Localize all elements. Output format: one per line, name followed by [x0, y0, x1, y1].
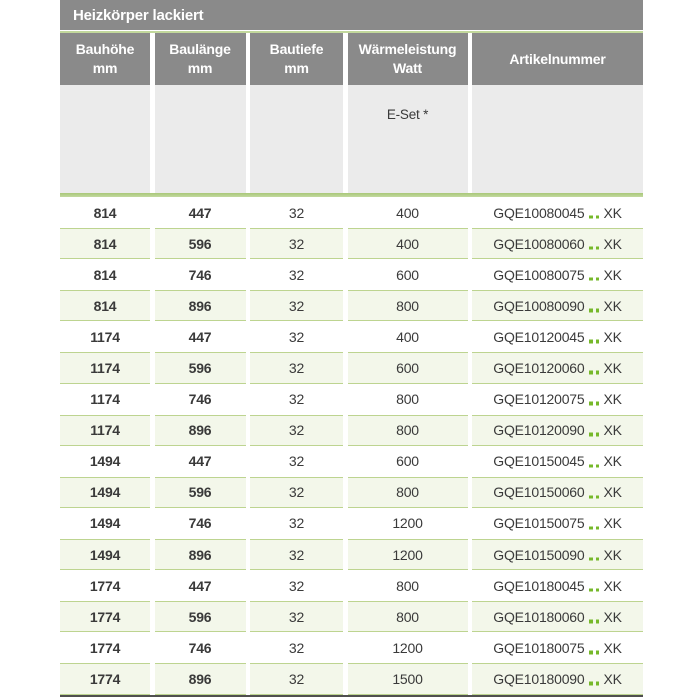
artikelnummer-suffix: XK [603, 328, 622, 345]
baulaenge-value: 447 [188, 577, 212, 594]
column-label: Artikelnummer [509, 50, 606, 67]
table-row [60, 508, 643, 539]
artikelnummer-suffix: XK [603, 515, 622, 532]
artikelnummer-suffix: XK [603, 235, 622, 252]
cell-bautiefe [250, 446, 343, 477]
bauhoehe-value: 1174 [90, 328, 120, 345]
cell-artikelnummer [472, 259, 643, 290]
cell-baulaenge [155, 632, 246, 663]
subheader-cell-empty [60, 85, 150, 193]
baulaenge-value: 596 [188, 484, 212, 501]
eset-label: E-Set * [386, 107, 429, 122]
cell-bauhoehe [60, 570, 150, 601]
bauhoehe-value: 1774 [89, 577, 121, 594]
cell-baulaenge [155, 197, 246, 228]
cell-bautiefe [250, 601, 343, 632]
cell-waermeleistung [348, 290, 468, 321]
cell-artikelnummer [472, 321, 643, 352]
baulaenge-value: 896 [188, 297, 212, 314]
cell-waermeleistung [348, 446, 468, 477]
watt-value: 800 [396, 422, 419, 439]
artikelnummer-suffix: XK [603, 608, 622, 625]
variant-placeholder-dot-icon [589, 246, 593, 250]
cell-waermeleistung [348, 259, 468, 290]
cell-waermeleistung [348, 197, 468, 228]
column-unit: mm [187, 60, 213, 76]
table-bottom-border [60, 695, 643, 697]
watt-value: 800 [396, 297, 419, 314]
baulaenge-value: 447 [188, 453, 212, 470]
subheader-cell-eset [348, 85, 468, 193]
column-unit: Watt [392, 60, 422, 76]
bauhoehe-value: 1494 [89, 515, 121, 532]
column-unit: mm [284, 60, 309, 76]
table-row [60, 601, 643, 632]
table-row [60, 415, 643, 446]
bauhoehe-value: 814 [93, 266, 117, 283]
variant-placeholder-dot-icon [589, 682, 593, 686]
cell-artikelnummer [472, 197, 643, 228]
cell-bautiefe [250, 663, 343, 694]
cell-artikelnummer [472, 539, 643, 570]
cell-bauhoehe [60, 259, 150, 290]
artikelnummer-value: GQE10080075 [493, 266, 585, 283]
cell-bauhoehe [60, 290, 150, 321]
bautiefe-value: 32 [288, 639, 305, 656]
cell-artikelnummer [472, 601, 643, 632]
bautiefe-value: 32 [288, 515, 305, 532]
cell-bauhoehe [60, 321, 150, 352]
cell-bauhoehe [60, 601, 150, 632]
column-header-bauhoehe [60, 33, 150, 85]
column-label: Bauhöhe [75, 41, 135, 57]
table-row [60, 228, 643, 259]
cell-baulaenge [155, 601, 246, 632]
artikelnummer-suffix: XK [603, 670, 622, 687]
cell-bautiefe [250, 259, 343, 290]
cell-artikelnummer [472, 663, 643, 694]
column-header-bautiefe [250, 33, 343, 85]
cell-artikelnummer [472, 477, 643, 508]
variant-placeholder-dot-icon [589, 464, 593, 468]
cell-artikelnummer [472, 446, 643, 477]
bautiefe-value: 32 [288, 422, 305, 439]
variant-placeholder-dot-icon [596, 215, 600, 219]
table-row [60, 663, 643, 694]
artikelnummer-value: GQE10150075 [493, 515, 585, 532]
variant-placeholder-dot-icon [589, 651, 593, 655]
product-table [60, 0, 643, 697]
cell-waermeleistung [348, 663, 468, 694]
cell-bauhoehe [60, 384, 150, 415]
watt-value: 800 [396, 608, 419, 625]
cell-artikelnummer [472, 384, 643, 415]
table-row [60, 321, 643, 352]
bauhoehe-value: 1494 [89, 453, 121, 470]
cell-waermeleistung [348, 477, 468, 508]
cell-baulaenge [155, 290, 246, 321]
bautiefe-value: 32 [288, 328, 305, 345]
table-row [60, 570, 643, 601]
bauhoehe-value: 1174 [90, 360, 120, 377]
table-row [60, 259, 643, 290]
cell-artikelnummer [472, 508, 643, 539]
bauhoehe-value: 1494 [89, 484, 121, 501]
watt-value: 400 [396, 204, 419, 221]
variant-placeholder-dot-icon [589, 340, 593, 344]
cell-baulaenge [155, 259, 246, 290]
bautiefe-value: 32 [288, 484, 305, 501]
baulaenge-value: 896 [188, 422, 212, 439]
cell-bautiefe [250, 290, 343, 321]
artikelnummer-value: GQE10120045 [493, 328, 585, 345]
artikelnummer-value: GQE10180060 [493, 608, 585, 625]
cell-bautiefe [250, 228, 343, 259]
cell-bautiefe [250, 321, 343, 352]
variant-placeholder-dot-icon [596, 371, 600, 375]
baulaenge-value: 596 [188, 235, 212, 252]
artikelnummer-value: GQE10180075 [493, 639, 585, 656]
variant-placeholder-dot-icon [589, 215, 593, 219]
cell-bauhoehe [60, 446, 150, 477]
watt-value: 800 [396, 484, 419, 501]
variant-placeholder-dot-icon [596, 277, 600, 281]
artikelnummer-suffix: XK [603, 422, 622, 439]
cell-bauhoehe [60, 508, 150, 539]
bautiefe-value: 32 [288, 608, 305, 625]
variant-placeholder-dot-icon [596, 588, 600, 592]
bautiefe-value: 32 [288, 360, 305, 377]
variant-placeholder-dot-icon [589, 526, 593, 530]
variant-placeholder-dot-icon [596, 464, 600, 468]
variant-placeholder-dot-icon [596, 402, 600, 406]
variant-placeholder-dot-icon [596, 246, 600, 250]
cell-bautiefe [250, 384, 343, 415]
artikelnummer-suffix: XK [603, 391, 622, 408]
subheader-cell-empty [472, 85, 643, 193]
artikelnummer-value: GQE10120090 [493, 422, 585, 439]
variant-placeholder-dot-icon [589, 371, 593, 375]
table-row [60, 290, 643, 321]
table-title-text: Heizkörper lackiert [73, 7, 204, 24]
baulaenge-value: 746 [188, 515, 212, 532]
artikelnummer-suffix: XK [603, 639, 622, 656]
cell-baulaenge [155, 477, 246, 508]
cell-waermeleistung [348, 508, 468, 539]
artikelnummer-value: GQE10120060 [493, 360, 585, 377]
variant-placeholder-dot-icon [596, 682, 600, 686]
baulaenge-value: 746 [188, 639, 212, 656]
watt-value: 600 [396, 266, 419, 283]
artikelnummer-value: GQE10080090 [493, 297, 585, 314]
bautiefe-value: 32 [288, 391, 305, 408]
table-body [60, 197, 643, 695]
baulaenge-value: 596 [188, 608, 212, 625]
cell-bauhoehe [60, 415, 150, 446]
cell-bautiefe [250, 477, 343, 508]
watt-value: 400 [396, 235, 419, 252]
watt-value: 800 [396, 577, 419, 594]
watt-value: 600 [396, 453, 419, 470]
bauhoehe-value: 814 [93, 297, 117, 314]
artikelnummer-value: GQE10150045 [493, 453, 585, 470]
cell-bauhoehe [60, 663, 150, 694]
cell-baulaenge [155, 539, 246, 570]
cell-waermeleistung [348, 570, 468, 601]
cell-artikelnummer [472, 570, 643, 601]
artikelnummer-suffix: XK [603, 546, 622, 563]
baulaenge-value: 896 [188, 546, 212, 563]
cell-baulaenge [155, 352, 246, 383]
bautiefe-value: 32 [288, 235, 305, 252]
cell-bautiefe [250, 632, 343, 663]
bauhoehe-value: 814 [93, 235, 117, 252]
bauhoehe-value: 1774 [89, 639, 121, 656]
cell-bauhoehe [60, 352, 150, 383]
variant-placeholder-dot-icon [596, 526, 600, 530]
cell-waermeleistung [348, 632, 468, 663]
watt-value: 1500 [392, 670, 423, 687]
column-label: Wärmeleistung [358, 41, 457, 57]
column-header-row [60, 33, 643, 85]
baulaenge-value: 896 [188, 670, 212, 687]
variant-placeholder-dot-icon [596, 309, 600, 313]
variant-placeholder-dot-icon [589, 402, 593, 406]
variant-placeholder-dot-icon [596, 495, 600, 499]
subheader-cell-empty [250, 85, 343, 193]
cell-baulaenge [155, 663, 246, 694]
artikelnummer-value: GQE10080060 [493, 235, 585, 252]
baulaenge-value: 447 [188, 328, 212, 345]
bauhoehe-value: 1494 [89, 546, 121, 563]
cell-waermeleistung [348, 321, 468, 352]
watt-value: 800 [396, 391, 419, 408]
cell-waermeleistung [348, 352, 468, 383]
cell-baulaenge [155, 228, 246, 259]
artikelnummer-suffix: XK [603, 453, 622, 470]
title-divider [60, 30, 643, 33]
variant-placeholder-dot-icon [589, 620, 593, 624]
cell-bauhoehe [60, 228, 150, 259]
bauhoehe-value: 1174 [90, 391, 120, 408]
variant-placeholder-dot-icon [589, 277, 593, 281]
bautiefe-value: 32 [288, 453, 305, 470]
bautiefe-value: 32 [288, 546, 305, 563]
cell-bauhoehe [60, 539, 150, 570]
variant-placeholder-dot-icon [596, 557, 600, 561]
cell-bauhoehe [60, 632, 150, 663]
watt-value: 1200 [392, 546, 423, 563]
baulaenge-value: 746 [188, 391, 212, 408]
cell-bautiefe [250, 197, 343, 228]
cell-waermeleistung [348, 601, 468, 632]
column-label: Baulänge [169, 41, 231, 57]
artikelnummer-suffix: XK [603, 204, 622, 221]
watt-value: 1200 [392, 639, 423, 656]
cell-artikelnummer [472, 352, 643, 383]
watt-value: 600 [396, 360, 419, 377]
table-row [60, 197, 643, 228]
bautiefe-value: 32 [288, 670, 305, 687]
artikelnummer-value: GQE10150060 [493, 484, 585, 501]
cell-waermeleistung [348, 228, 468, 259]
bauhoehe-value: 1774 [89, 608, 121, 625]
cell-bautiefe [250, 508, 343, 539]
variant-placeholder-dot-icon [589, 433, 593, 437]
column-header-baulaenge [155, 33, 246, 85]
variant-placeholder-dot-icon [596, 651, 600, 655]
cell-artikelnummer [472, 632, 643, 663]
cell-bautiefe [250, 352, 343, 383]
baulaenge-value: 746 [188, 266, 212, 283]
bautiefe-value: 32 [288, 266, 305, 283]
baulaenge-value: 447 [188, 204, 212, 221]
subheader-row [60, 85, 643, 193]
table-row [60, 477, 643, 508]
bautiefe-value: 32 [288, 577, 305, 594]
cell-waermeleistung [348, 415, 468, 446]
table-row [60, 384, 643, 415]
variant-placeholder-dot-icon [596, 433, 600, 437]
column-unit: mm [92, 60, 118, 76]
variant-placeholder-dot-icon [589, 495, 593, 499]
artikelnummer-value: GQE10080045 [493, 204, 585, 221]
cell-waermeleistung [348, 539, 468, 570]
cell-waermeleistung [348, 384, 468, 415]
artikelnummer-suffix: XK [603, 266, 622, 283]
cell-bauhoehe [60, 477, 150, 508]
artikelnummer-value: GQE10120075 [493, 391, 585, 408]
artikelnummer-suffix: XK [603, 484, 622, 501]
bauhoehe-value: 1174 [90, 422, 120, 439]
variant-placeholder-dot-icon [589, 557, 593, 561]
cell-baulaenge [155, 570, 246, 601]
subheader-cell-empty [155, 85, 246, 193]
watt-value: 1200 [392, 515, 423, 532]
table-title [60, 0, 643, 30]
table-row [60, 539, 643, 570]
cell-baulaenge [155, 415, 246, 446]
cell-baulaenge [155, 321, 246, 352]
artikelnummer-suffix: XK [603, 577, 622, 594]
variant-placeholder-dot-icon [589, 309, 593, 313]
bautiefe-value: 32 [288, 297, 305, 314]
cell-artikelnummer [472, 290, 643, 321]
cell-bautiefe [250, 415, 343, 446]
column-header-waermeleistung [348, 33, 468, 85]
cell-bautiefe [250, 539, 343, 570]
bautiefe-value: 32 [288, 204, 305, 221]
bauhoehe-value: 1774 [89, 670, 121, 687]
cell-baulaenge [155, 508, 246, 539]
bauhoehe-value: 814 [93, 204, 117, 221]
column-label: Bautiefe [269, 41, 324, 57]
artikelnummer-value: GQE10150090 [493, 546, 585, 563]
artikelnummer-value: GQE10180045 [493, 577, 585, 594]
artikelnummer-value: GQE10180090 [493, 670, 585, 687]
cell-baulaenge [155, 384, 246, 415]
cell-artikelnummer [472, 228, 643, 259]
cell-bauhoehe [60, 197, 150, 228]
cell-baulaenge [155, 446, 246, 477]
artikelnummer-suffix: XK [603, 360, 622, 377]
table-row [60, 632, 643, 663]
table-row [60, 446, 643, 477]
table-row [60, 352, 643, 383]
cell-artikelnummer [472, 415, 643, 446]
artikelnummer-suffix: XK [603, 297, 622, 314]
variant-placeholder-dot-icon [596, 620, 600, 624]
variant-placeholder-dot-icon [596, 340, 600, 344]
baulaenge-value: 596 [188, 360, 212, 377]
watt-value: 400 [396, 328, 419, 345]
column-header-artikelnummer [472, 33, 643, 85]
variant-placeholder-dot-icon [589, 588, 593, 592]
cell-bautiefe [250, 570, 343, 601]
